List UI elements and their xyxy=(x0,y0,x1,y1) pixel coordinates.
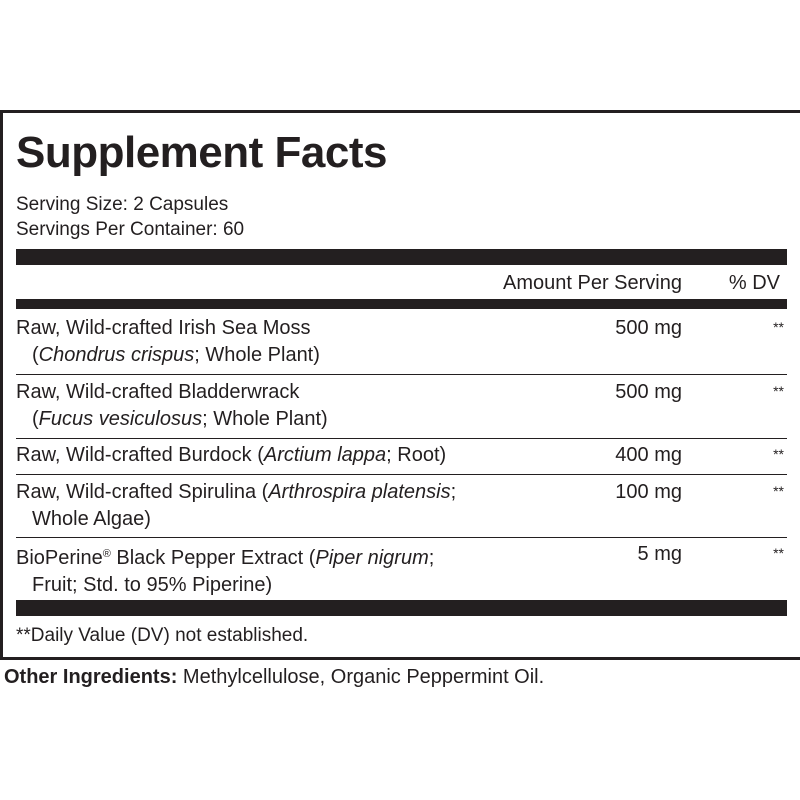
ingredient-name-line: BioPerine® Black Pepper Extract (Piper nigrum; xyxy=(16,547,435,569)
ingredient-name-line: Raw, Wild-crafted Bladderwrack xyxy=(16,381,300,403)
ingredient-amount: 100 mg xyxy=(615,481,682,503)
ingredient-amount: 5 mg xyxy=(637,543,682,565)
other-ingredients xyxy=(4,664,544,690)
header-divider xyxy=(16,299,787,309)
ingredient-name-line: Raw, Wild-crafted Burdock (Arctium lappa; Root) xyxy=(16,444,447,466)
ingredient-name xyxy=(16,479,576,533)
row-divider xyxy=(16,474,787,475)
thick-divider xyxy=(16,600,787,616)
row-divider xyxy=(16,374,787,375)
ingredient-dv: ** xyxy=(773,319,784,335)
ingredient-name-line: Raw, Wild-crafted Spirulina (Arthrospira platensis; xyxy=(16,481,457,503)
ingredient-name xyxy=(16,541,576,599)
ingredient-dv: ** xyxy=(773,383,784,399)
row-divider xyxy=(16,537,787,538)
row-divider xyxy=(16,438,787,439)
ingredient-name-line: Raw, Wild-crafted Irish Sea Moss xyxy=(16,317,311,339)
servings-per-container: Servings Per Container: 60 xyxy=(16,219,245,240)
ingredient-amount: 400 mg xyxy=(615,444,682,466)
supplement-facts-panel xyxy=(0,110,800,660)
ingredient-source-line: (Fucus vesiculosus; Whole Plant) xyxy=(32,408,328,430)
ingredient-amount: 500 mg xyxy=(615,381,682,403)
ingredient-source-line: (Chondrus crispus; Whole Plant) xyxy=(32,344,320,366)
amount-column-header: Amount Per Serving xyxy=(503,272,682,294)
dv-footnote: **Daily Value (DV) not established. xyxy=(16,625,309,646)
ingredient-amount: 500 mg xyxy=(615,317,682,339)
ingredient-source-line: Fruit; Std. to 95% Piperine) xyxy=(32,574,273,596)
ingredient-dv: ** xyxy=(773,545,784,561)
thick-divider xyxy=(16,249,787,265)
other-ingredients-value: Methylcellulose, Organic Peppermint Oil. xyxy=(177,666,545,688)
ingredient-name xyxy=(16,442,576,469)
other-ingredients-label: Other Ingredients: xyxy=(4,666,178,688)
dv-column-header: % DV xyxy=(728,272,780,294)
ingredient-source-line: Whole Algae) xyxy=(32,508,151,530)
ingredient-name xyxy=(16,315,576,369)
ingredient-name xyxy=(16,379,576,433)
panel-title: Supplement Facts xyxy=(16,128,387,177)
serving-size: Serving Size: 2 Capsules xyxy=(16,194,229,215)
ingredient-dv: ** xyxy=(773,483,784,499)
ingredient-dv: ** xyxy=(773,446,784,462)
